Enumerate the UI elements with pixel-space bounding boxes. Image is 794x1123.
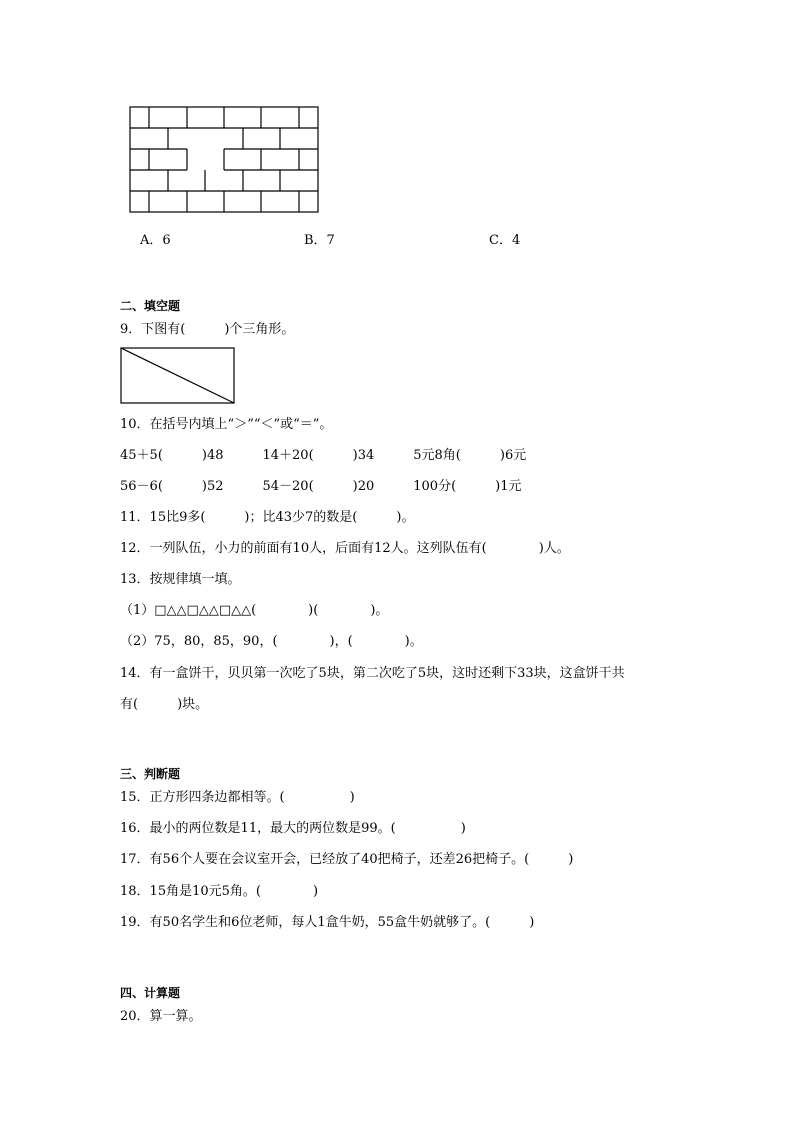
section-heading-calc: 四、计算题 [120, 986, 181, 1000]
question-17: 17．有56个人要在会议室开会，已经放了40把椅子，还差26把椅子。( ) [120, 852, 574, 867]
question-13-part-2: （2）75，80，85，90，( )，( )。 [120, 634, 423, 649]
question-10-row-2: 56－6( )52 54－20( )20 100分( )1元 [120, 479, 522, 494]
question-15: 15．正方形四条边都相等。( ) [120, 790, 355, 805]
section-heading-fill-in: 二、填空题 [120, 299, 181, 313]
section-heading-judge: 三、判断题 [120, 767, 181, 781]
rectangle-diagonal-figure [120, 347, 236, 405]
question-14-line-1: 14．有一盒饼干，贝贝第一次吃了5块，第二次吃了5块，这时还剩下33块，这盒饼干共 [120, 666, 625, 681]
question-19: 19．有50名学生和6位老师，每人1盒牛奶，55盒牛奶就够了。( ) [120, 915, 535, 930]
question-12: 12．一列队伍，小力的前面有10人，后面有12人。这列队伍有( )人。 [120, 541, 570, 556]
question-20: 20．算一算。 [120, 1009, 202, 1024]
question-11: 11．15比9多( )；比43少7的数是( )。 [120, 510, 415, 525]
brick-wall-figure [129, 106, 321, 214]
option-a: A．6 [140, 233, 171, 248]
question-13-part-1: （1）□△△□△△□△△( )( )。 [120, 603, 389, 618]
question-10: 10．在括号内填上“＞”“＜”或“＝”。 [120, 417, 333, 432]
question-13: 13．按规律填一填。 [120, 572, 241, 587]
option-b: B．7 [304, 233, 335, 248]
question-14-line-2: 有( )块。 [120, 697, 209, 712]
question-18: 18．15角是10元5角。( ) [120, 884, 319, 899]
question-9: 9．下图有( )个三角形。 [120, 322, 295, 337]
question-16: 16．最小的两位数是11，最大的两位数是99。( ) [120, 821, 466, 836]
option-c: C．4 [489, 233, 521, 248]
question-10-row-1: 45＋5( )48 14＋20( )34 5元8角( )6元 [120, 448, 527, 463]
